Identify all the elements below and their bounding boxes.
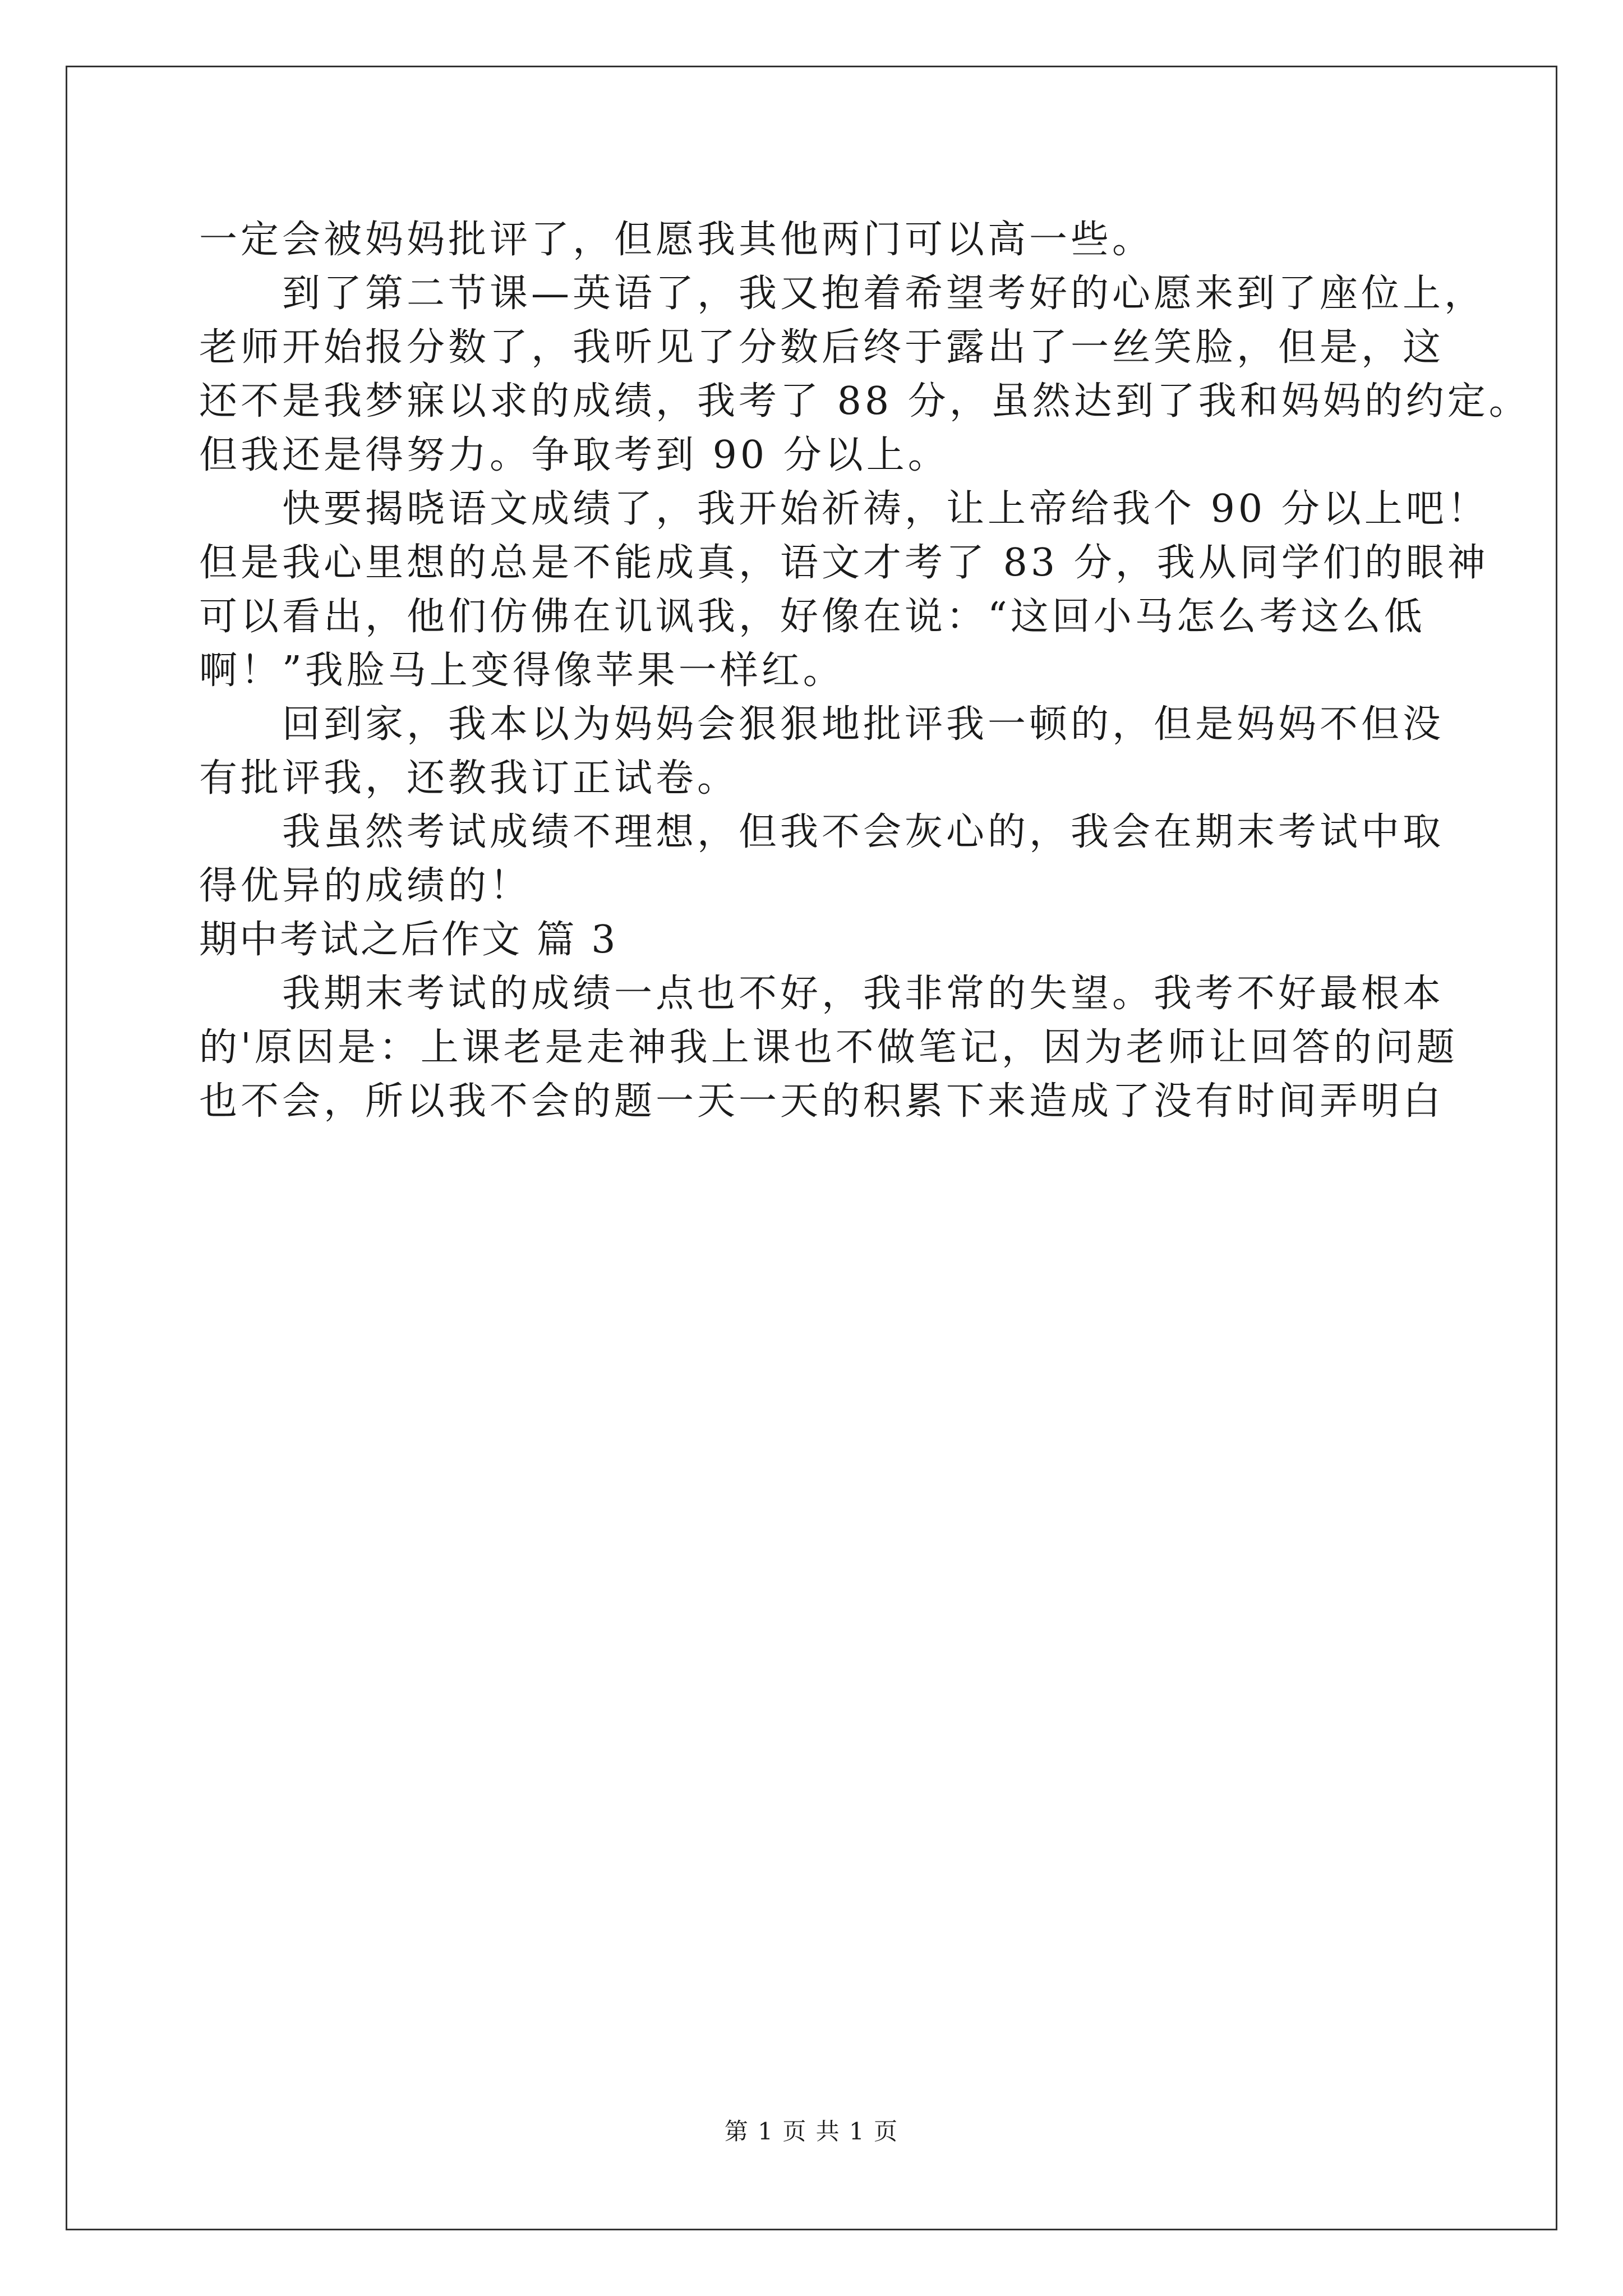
text-line-6: 快要揭晓语文成绩了，我开始祈祷，让上帝给我个 90 分以上吧！: [282, 487, 1489, 531]
text-line-8: 可以看出，他们仿佛在讥讽我，好像在说：“这回小马怎么考这么低: [199, 595, 1426, 639]
page-footer: 第 1 页 共 1 页: [724, 2118, 899, 2145]
text-line-15: 我期末考试的成绩一点也不好，我非常的失望。我考不好最根本: [282, 972, 1445, 1016]
text-line-10: 回到家，我本以为妈妈会狠狠地批评我一顿的，但是妈妈不但没: [282, 702, 1445, 747]
text-line-17: 也不会，所以我不会的题一天一天的积累下来造成了没有时间弄明白: [199, 1079, 1445, 1124]
text-line-12: 我虽然考试成绩不理想，但我不会灰心的，我会在期末考试中取: [282, 810, 1445, 854]
text-line-5: 但我还是得努力。争取考到 90 分以上。: [199, 433, 949, 477]
text-line-13: 得优异的成绩的！: [199, 864, 532, 908]
text-line-11: 有批评我，还教我订正试卷。: [199, 756, 739, 800]
section-heading: 期中考试之后作文 篇 3: [199, 918, 618, 962]
text-line-2: 到了第二节课—英语了，我又抱着希望考好的心愿来到了座位上，: [282, 272, 1486, 316]
text-line-16: 的'原因是：上课老是走神我上课也不做笔记，因为老师让回答的问题: [199, 1025, 1458, 1070]
text-line-3: 老师开始报分数了，我听见了分数后终于露出了一丝笑脸，但是，这: [199, 325, 1445, 370]
text-line-9: 啊！”我脸马上变得像苹果一样红。: [199, 648, 845, 693]
document-body: [199, 213, 1530, 1129]
text-line-4: 还不是我梦寐以求的成绩，我考了 88 分，虽然达到了我和妈妈的约定。: [199, 379, 1530, 424]
text-line-7: 但是我心里想的总是不能成真，语文才考了 83 分，我从同学们的眼神: [199, 541, 1489, 585]
text-line-1: 一定会被妈妈批评了，但愿我其他两门可以高一些。: [199, 218, 1154, 262]
